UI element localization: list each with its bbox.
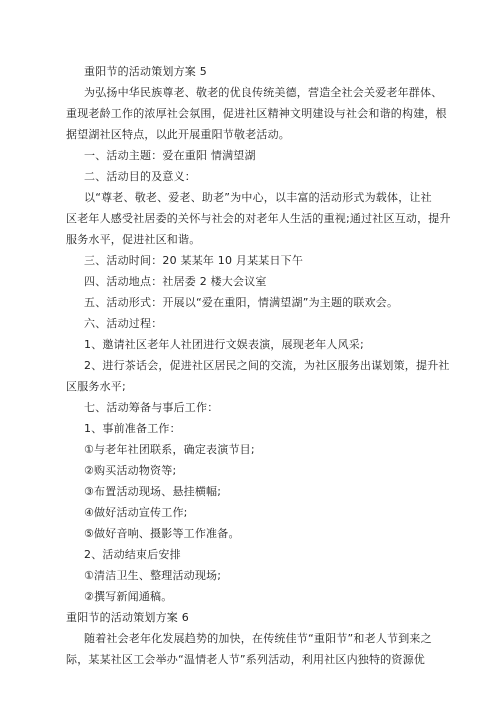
doc-paragraph-line: 2、活动结束后安排 [84,548,181,561]
doc-paragraph-line: 一、活动主题：爱在重阳 情满望湖 [84,149,256,162]
doc-heading-plan-5: 重阳节的活动策划方案 5 [84,65,207,78]
doc-paragraph-line: 际，某某社区工会举办“温情老人节”系列活动，利用社区内独特的资源优 [66,653,425,666]
doc-paragraph-line: 区老年人感受社居委的关怀与社会的对老年人生活的重视;通过社区互动，提升 [66,212,451,225]
doc-heading-plan-6: 重阳节的活动策划方案 6 [66,611,189,624]
doc-list-item: ①与老年社团联系，确定表演节目; [84,443,255,456]
doc-paragraph-line: 随着社会老年化发展趋势的加快，在传统佳节“重阳节”和老人节到来之 [84,632,432,645]
doc-paragraph-line: 重现老龄工作的浓厚社会氛围，促进社区精神文明建设与社会和谐的构建，根 [66,107,447,120]
doc-list-item: ⑤做好音响、摄影等工作准备。 [84,527,240,540]
doc-paragraph-line: 为弘扬中华民族尊老、敬老的优良传统美德，营造全社会关爱老年群体、 [84,86,443,99]
doc-paragraph-line: 以“尊老、敬老、爱老、助老”为中心，以丰富的活动形式为载体，让社 [84,191,432,204]
doc-list-item: ②撰写新闻通稿。 [84,590,173,603]
doc-list-item: ④做好活动宣传工作; [84,506,188,519]
doc-paragraph-line: 二、活动目的及意义： [84,170,196,183]
doc-paragraph-line: 四、活动地点：社居委 2 楼大会议室 [84,275,267,288]
doc-paragraph-line: 据望湖社区特点，以此开展重阳节敬老活动。 [66,128,290,141]
doc-paragraph-line: 1、邀请社区老年人社团进行文娱表演，展现老年人风采; [84,338,364,351]
doc-paragraph-line: 六、活动过程： [84,317,163,330]
doc-paragraph-line: 2、进行茶话会，促进社区居民之间的交流，为社区服务出谋划策，提升社 [84,359,450,372]
doc-list-item: ③布置活动现场、悬挂横幅; [84,485,222,498]
doc-paragraph-line: 服务水平，促进社区和谐。 [66,233,201,246]
doc-paragraph-line: 区服务水平; [66,380,126,393]
doc-list-item: ②购买活动物资等; [84,464,177,477]
doc-list-item: ①清洁卫生、整理活动现场; [84,569,222,582]
doc-paragraph-line: 三、活动时间：20 某某年 10 月某某日下午 [84,254,304,267]
doc-paragraph-line: 七、活动筹备与事后工作： [84,401,219,414]
doc-paragraph-line: 1、事前准备工作： [84,422,181,435]
doc-paragraph-line: 五、活动形式：开展以“爱在重阳，情满望湖”为主题的联欢会。 [84,296,399,309]
